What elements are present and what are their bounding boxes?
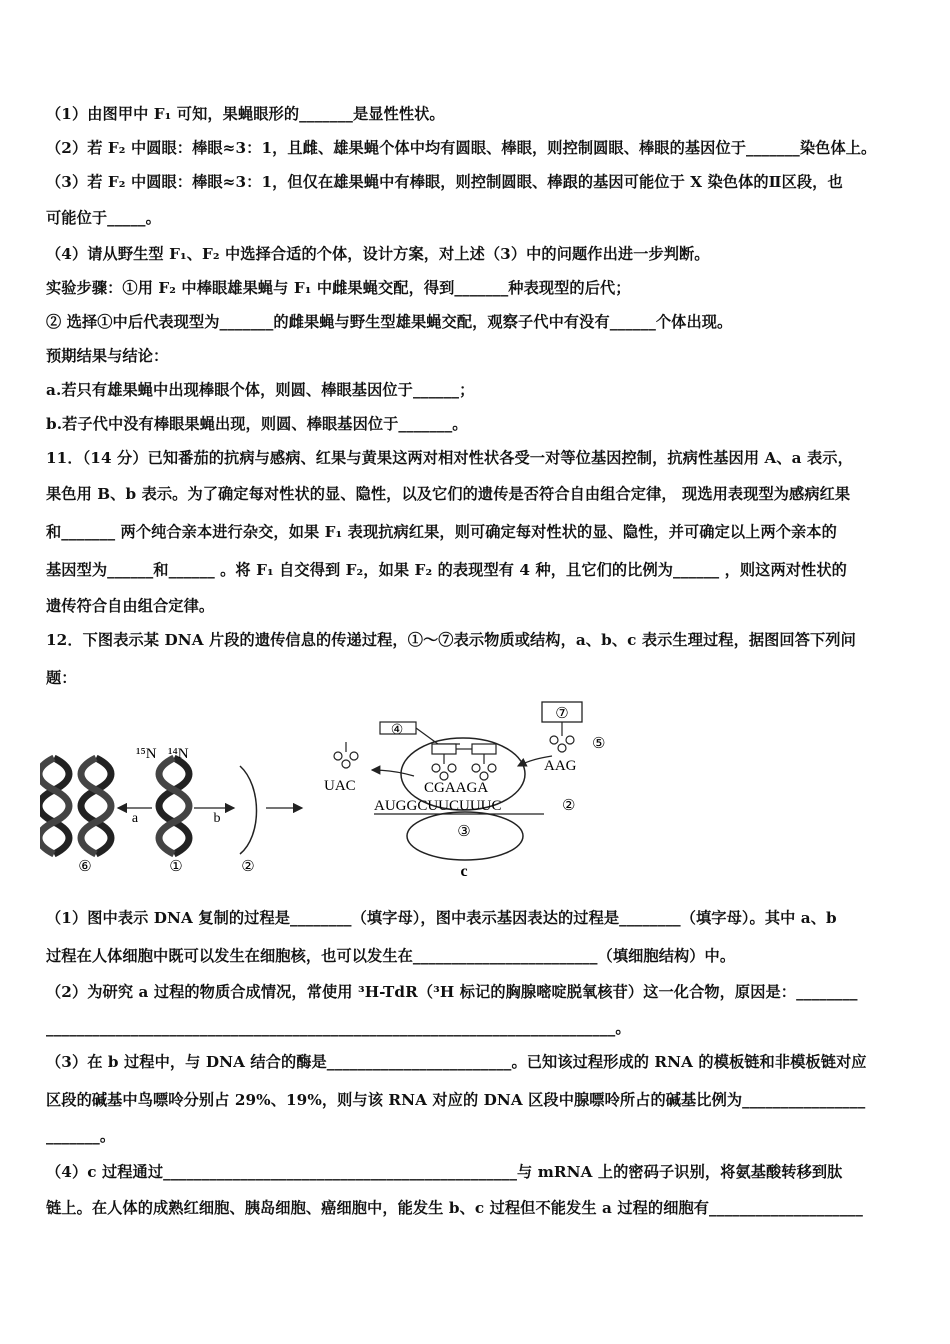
trna-5 (550, 722, 574, 752)
trna-outgoing (334, 742, 358, 768)
q12-sub3-line3: _______。 (46, 1127, 116, 1145)
q12-sub2-line2: __________________________________________________________________________。 (46, 1019, 631, 1037)
label-1: ① (169, 859, 183, 875)
q10-step1: 实验步骤：①用 F₂ 中棒眼雄果蝇与 F₁ 中雌果蝇交配，得到_______种表现型的后代； (46, 279, 631, 297)
q10-part4: （4）请从野生型 F₁、F₂ 中选择合适的个体，设计方案，对上述（3）中的问题作出进一步判断。 (46, 245, 710, 263)
q10-step2: ② 选择①中后代表现型为_______的雌果蝇与野生型雄果蝇交配，观察子代中有没有______个体出现。 (46, 313, 733, 331)
dna-helix-6b (81, 758, 111, 854)
q10-part1: （1）由图甲中 F₁ 可知，果蝇眼形的_______是显性性状。 (46, 105, 445, 123)
q12-sub3-line1: （3）在 b 过程中，与 DNA 结合的酶是________________________。已知该过程形成的 RNA 的模板链和非模板链对应 (46, 1053, 867, 1071)
label-6: ⑥ (78, 859, 92, 875)
q11-line2: 果色用 B、b 表示。为了确定每对性状的显、隐性，以及它们的遗传是否符合自由组合定律， 现选用表现型为感病红果 (46, 485, 851, 503)
mrna-strand-2 (240, 766, 257, 854)
dna-helix-6a (40, 758, 69, 854)
dna-process-diagram (40, 696, 620, 882)
q12-sub1-line2: 过程在人体细胞中既可以发生在细胞核，也可以发生在________________________（填细胞结构）中。 (46, 947, 736, 965)
label-3: ③ (457, 824, 471, 840)
q10-part2: （2）若 F₂ 中圆眼：棒眼≈3：1，且雌、雄果蝇个体中均有圆眼、棒眼，则控制圆眼、棒眼的基因位于_______染色体上。 (46, 139, 877, 157)
q12-sub1-line1: （1）图中表示 DNA 复制的过程是________（填字母），图中表示基因表达的过程是________（填字母）。其中 a、b (46, 909, 837, 927)
q12-line1: 12．下图表示某 DNA 片段的遗传信息的传递过程，①～⑦表示物质或结构，a、b、c 表示生理过程，据图回答下列问 (46, 631, 856, 649)
label-2-left: ② (241, 859, 255, 875)
q10-expect-heading: 预期结果与结论： (46, 347, 169, 365)
label-4: ④ (390, 723, 404, 738)
trna-in-ribosome-2 (472, 754, 496, 780)
q11-line4: 基因型为______和______ 。将 F₁ 自交得到 F₂，如果 F₂ 的表现型有 4 种，且它们的比例为______ ，则这两对性状的 (46, 561, 847, 579)
q12-sub4-line2: 链上。在人体的成熟红细胞、胰岛细胞、癌细胞中，能发生 b、c 过程但不能发生 a 过程的细胞有____________________ (46, 1199, 863, 1217)
amino-acid-box-1 (432, 744, 456, 754)
dna-helix-1 (159, 758, 189, 854)
label-b: b (213, 811, 221, 826)
label-c: c (460, 863, 468, 880)
label-anticodons: CGAAGA (424, 780, 489, 796)
q10-part3-line2: 可能位于_____。 (46, 209, 161, 227)
label-mrna-sequence: AUGGCUUCUUUC (374, 798, 502, 814)
q12-sub2-line1: （2）为研究 a 过程的物质合成情况，常使用 ³H-TdR（³H 标记的胸腺嘧啶脱氧核苷）这一化合物，原因是：________ (46, 983, 858, 1001)
label-7: ⑦ (555, 706, 569, 722)
label-15n: ¹⁵N (136, 746, 157, 762)
label-2-right: ② (562, 798, 576, 814)
q10-result-b: b.若子代中没有棒眼果蝇出现，则圆、棒眼基因位于_______。 (46, 415, 468, 433)
q11-line5: 遗传符合自由组合定律。 (46, 597, 215, 615)
q12-sub3-line2: 区段的碱基中鸟嘌呤分别占 29%、19%，则与该 RNA 对应的 DNA 区段中腺嘌呤所占的碱基比例为________________ (46, 1091, 866, 1109)
q10-result-a: a.若只有雄果蝇中出现棒眼个体，则圆、棒眼基因位于______； (46, 381, 475, 399)
label-5: ⑤ (592, 736, 606, 752)
label-uac: UAC (324, 778, 356, 794)
amino-acid-box-2 (472, 744, 496, 754)
q11-line3: 和_______ 两个纯合亲本进行杂交，如果 F₁ 表现抗病红果，则可确定每对性状的显、隐性，并可确定以上两个亲本的 (46, 523, 837, 541)
q12-sub4-line1: （4）c 过程通过______________________________________________与 mRNA 上的密码子识别，将氨基酸转移到肽 (46, 1163, 843, 1181)
trna-in-ribosome-1 (432, 754, 456, 780)
label-aag: AAG (544, 758, 577, 774)
q10-part3-line1: （3）若 F₂ 中圆眼：棒眼≈3：1，但仅在雄果蝇中有棒眼，则控制圆眼、棒跟的基因可能位于 X 染色体的Ⅱ区段，也 (46, 173, 843, 191)
q11-line1: 11．（14 分）已知番茄的抗病与感病、红果与黄果这两对相对性状各受一对等位基因控制，抗病性基因用 A、a 表示， (46, 449, 853, 467)
label-14n: ¹⁴N (168, 746, 189, 762)
label-a: a (131, 811, 139, 826)
q12-line2: 题： (46, 669, 77, 687)
